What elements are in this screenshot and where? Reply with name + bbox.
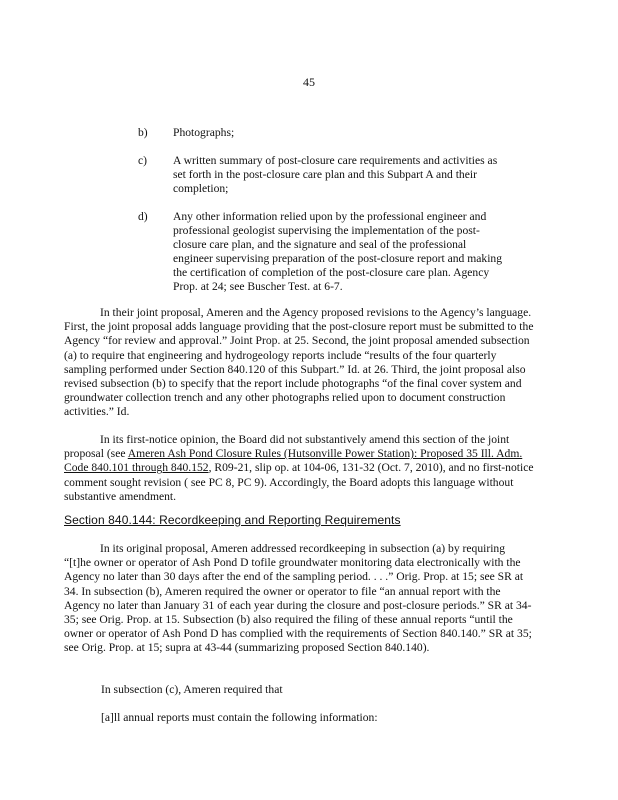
page-number: 45 [303,75,315,89]
list-text: A written summary of post-closure care requirements and activities as set forth in the post-closure care plan and this Subpart A and their completion; [173,154,498,195]
para2-after: , R09-21, slip op. at 104-06, 131-32 (Oct. 7, 2010), and no first-notice comment sought revision ( see PC 8, PC 9). Accordingly, the Board adopts this language without substantive amendment. [64,461,534,503]
case-citation: Ameren Ash Pond Closure Rules (Hutsonville Power Station): Proposed 35 Ill. Adm. Code 840.101 through 840.152 [64,447,523,475]
paragraph-joint-proposal: In their joint proposal, Ameren and the Agency proposed revisions to the Agency’s language. First, the joint proposal adds language providing that the post-closure report must be submitted to the Agency “for review and approval.” Joint Prop. at 25. Second, the joint proposal amended subsection (a) to require that engineering and hydrogeology reports include “results of the four quarterly sampling performed under Section 840.120 of this Subpart.” Id. at 26. Third, the joint proposal also revised subsection (b) to specify that the report include photographs “of the final cover system and groundwater collection trench and any other photographs relied upon to document construction activities.” Id. [64,306,534,419]
block-quote: [a]ll annual reports must contain the following information: [101,711,378,724]
paragraph-subsection-c: In subsection (c), Ameren required that [101,683,283,696]
list-label: c) [138,154,148,167]
section-heading: Section 840.144: Recordkeeping and Reporting Requirements [64,513,401,527]
list-label: d) [138,210,148,223]
paragraph-first-notice [64,433,534,504]
list-text: Photographs; [173,126,235,139]
paragraph-original-proposal: In its original proposal, Ameren addressed recordkeeping in subsection (a) by requiring “[t]he owner or operator of Ash Pond D tofile groundwater monitoring data electronically with the Agency no later than 30 days after the end of the sampling period. . . .” Orig. Prop. at 15; see SR at 34. In subsection (b), Ameren required the owner or operator to file “an annual report with the Agency no later than January 31 of each year during the closure and post-closure periods.” SR at 34-35; see Orig. Prop. at 15. Subsection (b) also required the filing of these annual reports “until the owner or operator of Ash Pond D has complied with the requirements of Section 840.140.” SR at 35; see Orig. Prop. at 15; supra at 43-44 (summarizing proposed Section 840.140). [64,542,532,655]
para2-before: In its first-notice opinion, the Board did not substantively amend this section of the joint proposal (see [64,433,510,461]
list-label: b) [138,126,148,139]
list-text: Any other information relied upon by the professional engineer and professional geologist supervising the implementation of the post-closure care plan, and the signature and seal of the professional engineer supervising preparation of the post-closure report and making the certification of completion of the post-closure care plan. Agency Prop. at 24; see Buscher Test. at 6-7. [173,210,503,293]
